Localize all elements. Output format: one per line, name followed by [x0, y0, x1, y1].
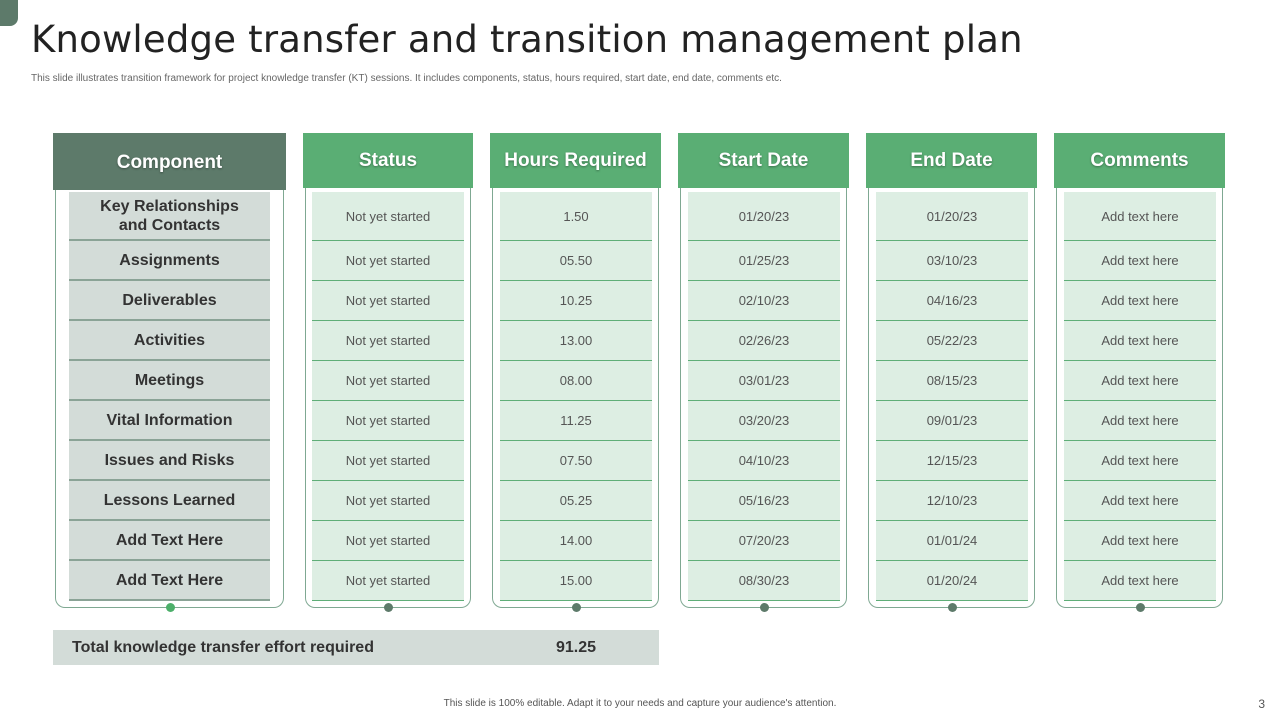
frame-dot — [1136, 603, 1145, 612]
cell-component: Assignments — [69, 241, 270, 281]
frame-dot — [572, 603, 581, 612]
total-effort-label: Total knowledge transfer effort required — [72, 638, 374, 656]
cell-comments: Add text here — [1064, 441, 1216, 481]
cell-component: Lessons Learned — [69, 481, 270, 521]
cell-comments: Add text here — [1064, 561, 1216, 601]
cell-component: Meetings — [69, 361, 270, 401]
cell-component: Add Text Here — [69, 521, 270, 561]
cell-comments: Add text here — [1064, 281, 1216, 321]
cell-status: Not yet started — [312, 441, 464, 481]
cell-end: 01/20/23 — [876, 192, 1028, 241]
cell-end: 03/10/23 — [876, 241, 1028, 281]
frame-dashed-edge — [470, 368, 471, 597]
cell-component: Activities — [69, 321, 270, 361]
cell-comments: Add text here — [1064, 192, 1216, 241]
frame-dashed-edge — [283, 368, 284, 597]
cell-hours: 08.00 — [500, 361, 652, 401]
cell-component: Deliverables — [69, 281, 270, 321]
cell-status: Not yet started — [312, 281, 464, 321]
cell-end: 12/15/23 — [876, 441, 1028, 481]
cell-end: 05/22/23 — [876, 321, 1028, 361]
header-start: Start Date — [678, 133, 849, 188]
cell-status: Not yet started — [312, 321, 464, 361]
slide-subtitle: This slide illustrates transition framework for project knowledge transfer (KT) sessions. It includes components, status, hours required, start date, end date, comments etc. — [31, 73, 782, 84]
frame-dashed-edge — [658, 368, 659, 597]
column-status — [303, 133, 473, 613]
cell-start: 02/10/23 — [688, 281, 840, 321]
header-hours: Hours Required — [490, 133, 661, 188]
frame-dot — [760, 603, 769, 612]
cell-comments: Add text here — [1064, 521, 1216, 561]
column-hours — [490, 133, 661, 613]
cell-status: Not yet started — [312, 361, 464, 401]
cell-status: Not yet started — [312, 481, 464, 521]
column-component — [53, 133, 286, 613]
cell-comments: Add text here — [1064, 241, 1216, 281]
frame-dot — [384, 603, 393, 612]
column-end — [866, 133, 1037, 613]
cell-start: 05/16/23 — [688, 481, 840, 521]
cell-hours: 05.25 — [500, 481, 652, 521]
header-comments: Comments — [1054, 133, 1225, 188]
cell-start: 03/20/23 — [688, 401, 840, 441]
frame-dot — [948, 603, 957, 612]
page-number: 3 — [1258, 697, 1265, 711]
cell-hours: 1.50 — [500, 192, 652, 241]
cell-component: Add Text Here — [69, 561, 270, 601]
cell-end: 04/16/23 — [876, 281, 1028, 321]
frame-dot — [166, 603, 175, 612]
cell-status: Not yet started — [312, 521, 464, 561]
cell-end: 01/01/24 — [876, 521, 1028, 561]
column-comments — [1054, 133, 1225, 613]
cell-status: Not yet started — [312, 241, 464, 281]
total-effort-bar — [53, 630, 659, 665]
cell-hours: 10.25 — [500, 281, 652, 321]
total-effort-value: 91.25 — [556, 638, 597, 656]
slide-footer: This slide is 100% editable. Adapt it to your needs and capture your audience's attention. — [443, 698, 837, 709]
cell-end: 01/20/24 — [876, 561, 1028, 601]
cell-hours: 15.00 — [500, 561, 652, 601]
cell-end: 08/15/23 — [876, 361, 1028, 401]
frame-dashed-edge — [1222, 368, 1223, 597]
frame-dashed-edge — [1034, 368, 1035, 597]
cell-hours: 11.25 — [500, 401, 652, 441]
header-component: Component — [53, 133, 286, 190]
cell-hours: 13.00 — [500, 321, 652, 361]
column-start — [678, 133, 849, 613]
cell-start: 07/20/23 — [688, 521, 840, 561]
cell-start: 08/30/23 — [688, 561, 840, 601]
cell-start: 02/26/23 — [688, 321, 840, 361]
cell-component: Vital Information — [69, 401, 270, 441]
cell-hours: 07.50 — [500, 441, 652, 481]
cell-start: 01/25/23 — [688, 241, 840, 281]
accent-tab — [0, 0, 18, 26]
cell-comments: Add text here — [1064, 361, 1216, 401]
cell-comments: Add text here — [1064, 401, 1216, 441]
cell-status: Not yet started — [312, 192, 464, 241]
cell-status: Not yet started — [312, 401, 464, 441]
cell-start: 03/01/23 — [688, 361, 840, 401]
cell-hours: 05.50 — [500, 241, 652, 281]
cell-start: 04/10/23 — [688, 441, 840, 481]
cell-end: 09/01/23 — [876, 401, 1028, 441]
header-end: End Date — [866, 133, 1037, 188]
frame-dashed-edge — [846, 368, 847, 597]
cell-start: 01/20/23 — [688, 192, 840, 241]
cell-comments: Add text here — [1064, 321, 1216, 361]
cell-end: 12/10/23 — [876, 481, 1028, 521]
slide-title: Knowledge transfer and transition management plan — [31, 18, 1023, 61]
cell-component: Issues and Risks — [69, 441, 270, 481]
cell-comments: Add text here — [1064, 481, 1216, 521]
cell-hours: 14.00 — [500, 521, 652, 561]
cell-component: Key Relationships and Contacts — [69, 192, 270, 241]
cell-status: Not yet started — [312, 561, 464, 601]
header-status: Status — [303, 133, 473, 188]
